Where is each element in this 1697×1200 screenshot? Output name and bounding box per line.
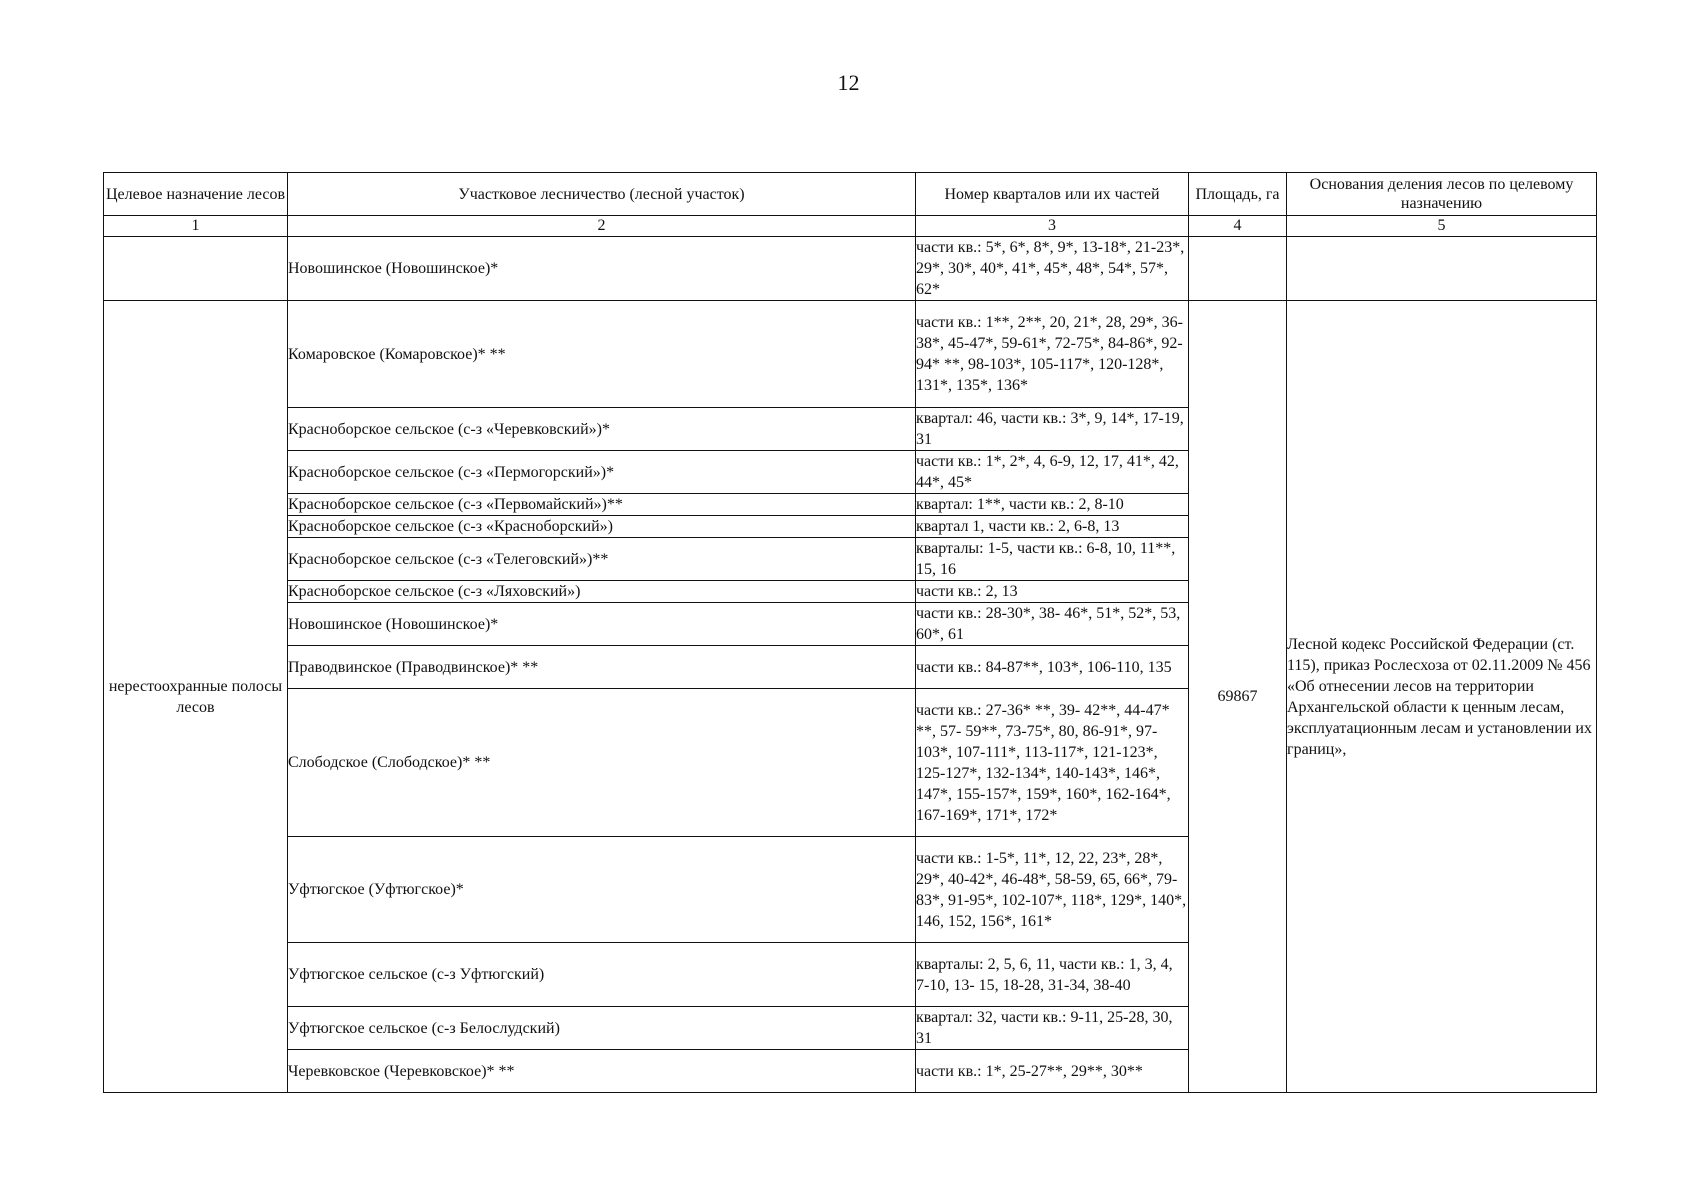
quarters-cell: квартал: 32, части кв.: 9-11, 25-28, 30, 31 bbox=[916, 1007, 1189, 1050]
quarters-cell: кварталы: 2, 5, 6, 11, части кв.: 1, 3, 4, 7-10, 13- 15, 18-28, 31-34, 38-40 bbox=[916, 943, 1189, 1007]
quarters-cell: части кв.: 5*, 6*, 8*, 9*, 13-18*, 21-23*, 29*, 30*, 40*, 41*, 45*, 48*, 54*, 57*, 62* bbox=[916, 237, 1189, 301]
district-cell: Уфтюгское сельское (с-з Белослудский) bbox=[288, 1007, 916, 1050]
district-cell: Уфтюгское сельское (с-з Уфтюгский) bbox=[288, 943, 916, 1007]
quarters-cell: части кв.: 2, 13 bbox=[916, 581, 1189, 603]
district-cell: Красноборское сельское (с-з «Пермогорский»)* bbox=[288, 451, 916, 494]
header-area: Площадь, га bbox=[1189, 173, 1287, 216]
district-cell: Праводвинское (Праводвинское)* ** bbox=[288, 646, 916, 689]
basis-cell: Лесной кодекс Российской Федерации (ст. 115), приказ Рослесхоза от 02.11.2009 № 456 «Об отнесении лесов на территории Архангельской области к ценным лесам, эксплуатационным лесам и установлении их границ», bbox=[1287, 301, 1597, 1093]
quarters-cell: части кв.: 1-5*, 11*, 12, 22, 23*, 28*, 29*, 40-42*, 46-48*, 58-59, 65, 66*, 79-83*, 91-95*, 102-107*, 118*, 129*, 140*, 146, 152, 156*, 161* bbox=[916, 837, 1189, 943]
district-cell: Новошинское (Новошинское)* bbox=[288, 603, 916, 646]
quarters-cell: квартал: 1**, части кв.: 2, 8-10 bbox=[916, 494, 1189, 516]
header-quarters: Номер кварталов или их частей bbox=[916, 173, 1189, 216]
header-purpose: Целевое назначение лесов bbox=[104, 173, 288, 216]
forest-purpose-table bbox=[103, 172, 1597, 1093]
column-number: 2 bbox=[288, 216, 916, 237]
quarters-cell: части кв.: 1*, 25-27**, 29**, 30** bbox=[916, 1050, 1189, 1093]
district-cell: Уфтюгское (Уфтюгское)* bbox=[288, 837, 916, 943]
header-district: Участковое лесничество (лесной участок) bbox=[288, 173, 916, 216]
district-cell: Слободское (Слободское)* ** bbox=[288, 689, 916, 837]
column-number: 3 bbox=[916, 216, 1189, 237]
purpose-cell-empty bbox=[104, 237, 288, 301]
district-cell: Красноборское сельское (с-з «Ляховский») bbox=[288, 581, 916, 603]
header-basis: Основания деления лесов по целевому назначению bbox=[1287, 173, 1597, 216]
purpose-cell: нерестоохранные полосы лесов bbox=[104, 301, 288, 1093]
district-cell: Комаровское (Комаровское)* ** bbox=[288, 301, 916, 408]
quarters-cell: части кв.: 1**, 2**, 20, 21*, 28, 29*, 36-38*, 45-47*, 59-61*, 72-75*, 84-86*, 92-94* **, 98-103*, 105-117*, 120-128*, 131*, 135*, 136* bbox=[916, 301, 1189, 408]
quarters-cell: части кв.: 28-30*, 38- 46*, 51*, 52*, 53, 60*, 61 bbox=[916, 603, 1189, 646]
district-cell: Красноборское сельское (с-з «Первомайский»)** bbox=[288, 494, 916, 516]
district-cell: Красноборское сельское (с-з «Телеговский»)** bbox=[288, 538, 916, 581]
quarters-cell: части кв.: 84-87**, 103*, 106-110, 135 bbox=[916, 646, 1189, 689]
header-row bbox=[104, 173, 1597, 216]
district-cell: Красноборское сельское (с-з «Красноборский») bbox=[288, 516, 916, 538]
area-cell: 69867 bbox=[1189, 301, 1287, 1093]
table-row bbox=[104, 237, 1597, 301]
district-cell: Черевковское (Черевковское)* ** bbox=[288, 1050, 916, 1093]
area-cell-empty bbox=[1189, 237, 1287, 301]
column-number: 5 bbox=[1287, 216, 1597, 237]
column-number: 4 bbox=[1189, 216, 1287, 237]
quarters-cell: квартал: 46, части кв.: 3*, 9, 14*, 17-19, 31 bbox=[916, 408, 1189, 451]
column-number: 1 bbox=[104, 216, 288, 237]
table-row bbox=[104, 301, 1597, 408]
district-cell: Новошинское (Новошинское)* bbox=[288, 237, 916, 301]
column-number-row bbox=[104, 216, 1597, 237]
basis-cell-empty bbox=[1287, 237, 1597, 301]
quarters-cell: части кв.: 27-36* **, 39- 42**, 44-47* **, 57- 59**, 73-75*, 80, 86-91*, 97-103*, 107-111*, 113-117*, 121-123*, 125-127*, 132-134*, 140-143*, 146*, 147*, 155-157*, 159*, 160*, 162-164*, 167-169*, 171*, 172* bbox=[916, 689, 1189, 837]
district-cell: Красноборское сельское (с-з «Черевковский»)* bbox=[288, 408, 916, 451]
quarters-cell: кварталы: 1-5, части кв.: 6-8, 10, 11**, 15, 16 bbox=[916, 538, 1189, 581]
quarters-cell: квартал 1, части кв.: 2, 6-8, 13 bbox=[916, 516, 1189, 538]
page-number: 12 bbox=[837, 70, 860, 95]
quarters-cell: части кв.: 1*, 2*, 4, 6-9, 12, 17, 41*, 42, 44*, 45* bbox=[916, 451, 1189, 494]
